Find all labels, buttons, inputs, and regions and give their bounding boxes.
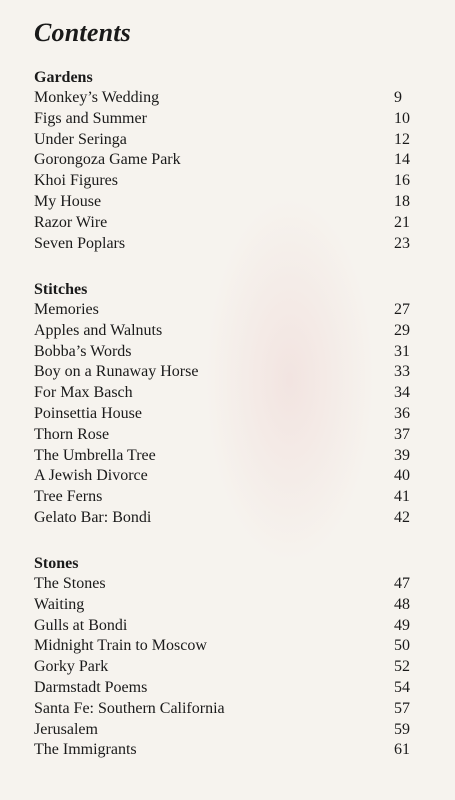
toc-entry [34,466,430,487]
entry-title: Waiting [34,595,85,613]
entry-page: 57 [394,699,410,717]
toc-entry [34,425,430,446]
entry-page: 27 [394,301,410,318]
entry-title: Santa Fe: Southern California [34,699,225,717]
entry-page: 36 [394,404,410,422]
toc-entry [34,321,430,342]
entry-page: 48 [394,595,410,613]
entry-page: 29 [394,321,410,339]
toc-entry [34,130,430,151]
entry-title: Gelato Bar: Bondi [34,508,152,526]
toc-entry [34,192,430,213]
section-stones [34,554,430,761]
toc-entry [34,109,430,130]
entry-title: Figs and Summer [34,109,147,127]
toc-entry [34,342,430,363]
toc-entry [34,574,430,595]
entry-page: 37 [394,425,410,443]
entry-title: Tree Ferns [34,488,103,506]
entry-title: Razor Wire [34,213,108,231]
toc-entry [34,508,430,529]
section-heading: Gardens [34,69,93,86]
entry-title: Under Seringa [34,130,127,148]
entry-page: 39 [394,446,410,464]
entry-page: 52 [394,658,410,676]
toc-entry [34,404,430,425]
toc-entry [34,678,430,699]
toc-entry [34,657,430,678]
toc-entry [34,171,430,192]
toc-entry [34,720,430,741]
page-title: Contents [34,18,131,47]
toc-entry [34,362,430,383]
entry-title: Thorn Rose [34,425,110,443]
entry-page: 18 [394,192,410,210]
entry-title: Monkey’s Wedding [34,89,160,106]
toc-entry [34,595,430,616]
entry-page: 61 [394,741,410,759]
entry-title: Bobba’s Words [34,342,132,360]
section-heading: Stitches [34,281,88,298]
toc-entry [34,234,430,255]
entry-page: 47 [394,575,410,592]
entry-page: 40 [394,467,410,485]
entry-page: 49 [394,616,410,634]
section-gardens [34,68,430,254]
entry-title: Darmstadt Poems [34,678,148,696]
entry-title: Memories [34,301,99,318]
entry-page: 34 [394,384,410,402]
entry-title: My House [34,192,102,210]
entry-page: 21 [394,213,410,231]
toc-entry [34,446,430,467]
entry-page: 31 [394,342,410,360]
entry-title: A Jewish Divorce [34,467,148,485]
entry-page: 10 [394,109,410,127]
toc-entry [34,150,430,171]
entry-page: 54 [394,678,410,696]
entry-page: 9 [394,89,402,106]
entry-title: Poinsettia House [34,404,142,422]
entry-title: Gorongoza Game Park [34,151,181,169]
entry-page: 33 [394,363,410,381]
entry-title: Jerusalem [34,720,98,738]
toc-entry [34,383,430,404]
entry-page: 12 [394,130,410,148]
toc-entry [34,300,430,321]
entry-title: The Immigrants [34,741,137,759]
entry-page: 23 [394,234,410,252]
toc-entry [34,699,430,720]
entry-title: The Umbrella Tree [34,446,156,464]
entry-title: For Max Basch [34,384,133,402]
entry-page: 16 [394,172,410,190]
entry-title: The Stones [34,575,106,592]
entry-title: Khoi Figures [34,172,118,190]
toc-entry [34,740,430,761]
entry-page: 42 [394,508,410,526]
entry-title: Seven Poplars [34,234,126,252]
entry-title: Gorky Park [34,658,109,676]
section-heading: Stones [34,555,79,572]
toc-entry [34,616,430,637]
entry-page: 59 [394,720,410,738]
entry-page: 50 [394,637,410,655]
entry-title: Boy on a Runaway Horse [34,363,199,381]
entry-title: Midnight Train to Moscow [34,637,207,655]
toc-entry [34,636,430,657]
entry-title: Gulls at Bondi [34,616,128,634]
toc-entry [34,213,430,234]
section-stitches [34,280,430,529]
entry-page: 14 [394,151,410,169]
toc-entry [34,88,430,109]
entry-title: Apples and Walnuts [34,321,163,339]
toc-entry [34,487,430,508]
entry-page: 41 [394,488,410,506]
